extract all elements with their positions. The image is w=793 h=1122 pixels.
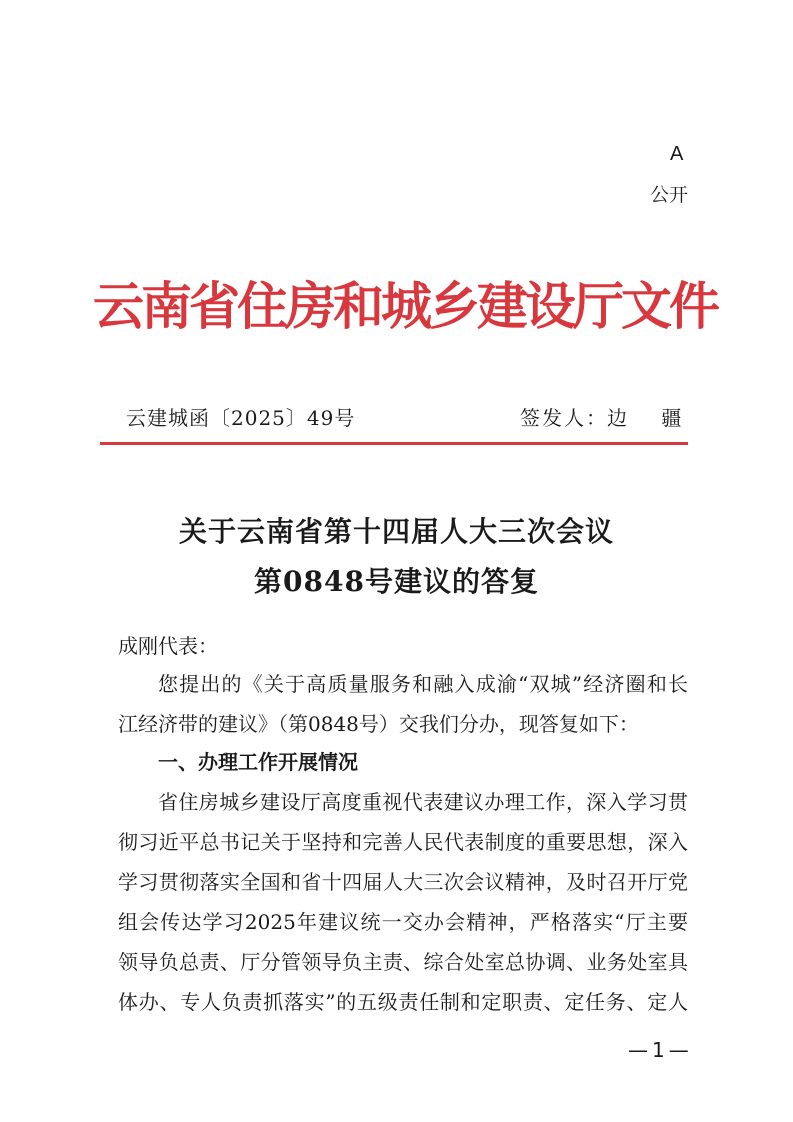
red-separator-line xyxy=(100,442,688,445)
document-title-line-1: 关于云南省第十四届人大三次会议 xyxy=(178,515,614,548)
disclosure-status: 公开 xyxy=(650,184,689,206)
paragraph-2-line-2: 彻习近平总书记关于坚持和完善人民代表制度的重要思想，深入 xyxy=(118,830,688,854)
classification-level: A xyxy=(670,143,684,165)
paragraph-2-line-1: 省住房城乡建设厅高度重视代表建议办理工作，深入学习贯 xyxy=(158,790,688,814)
signer-label: 签发人： xyxy=(520,406,608,430)
salutation: 成刚代表： xyxy=(118,634,218,658)
page-number: —1— xyxy=(628,1038,693,1062)
document-number: 云建城函〔2025〕49号 xyxy=(126,406,356,430)
paragraph-1-line-1: 您提出的《关于高质量服务和融入成渝“双城”经济圈和长 xyxy=(158,672,688,696)
section-heading-1: 一、办理工作开展情况 xyxy=(158,750,358,774)
paragraph-2-line-6: 体办、专人负责抓落实”的五级责任制和定职责、定任务、定人 xyxy=(118,990,688,1014)
paragraph-2-line-5: 领导负总责、厅分管领导负主责、综合处室总协调、业务处室具 xyxy=(118,950,688,974)
paragraph-2-line-4: 组会传达学习2025年建议统一交办会精神，严格落实“厅主要 xyxy=(118,910,688,934)
issuing-authority-header: 云南省住房和城乡建设厅文件 xyxy=(93,278,718,337)
paragraph-1-line-2: 江经济带的建议》（第0848号）交我们分办，现答复如下： xyxy=(118,712,639,736)
paragraph-2-line-3: 学习贯彻落实全国和省十四届人大三次会议精神，及时召开厅党 xyxy=(118,870,688,894)
document-title-line-2: 第0848号建议的答复 xyxy=(254,565,539,598)
signer-name: 边 疆 xyxy=(607,406,696,430)
